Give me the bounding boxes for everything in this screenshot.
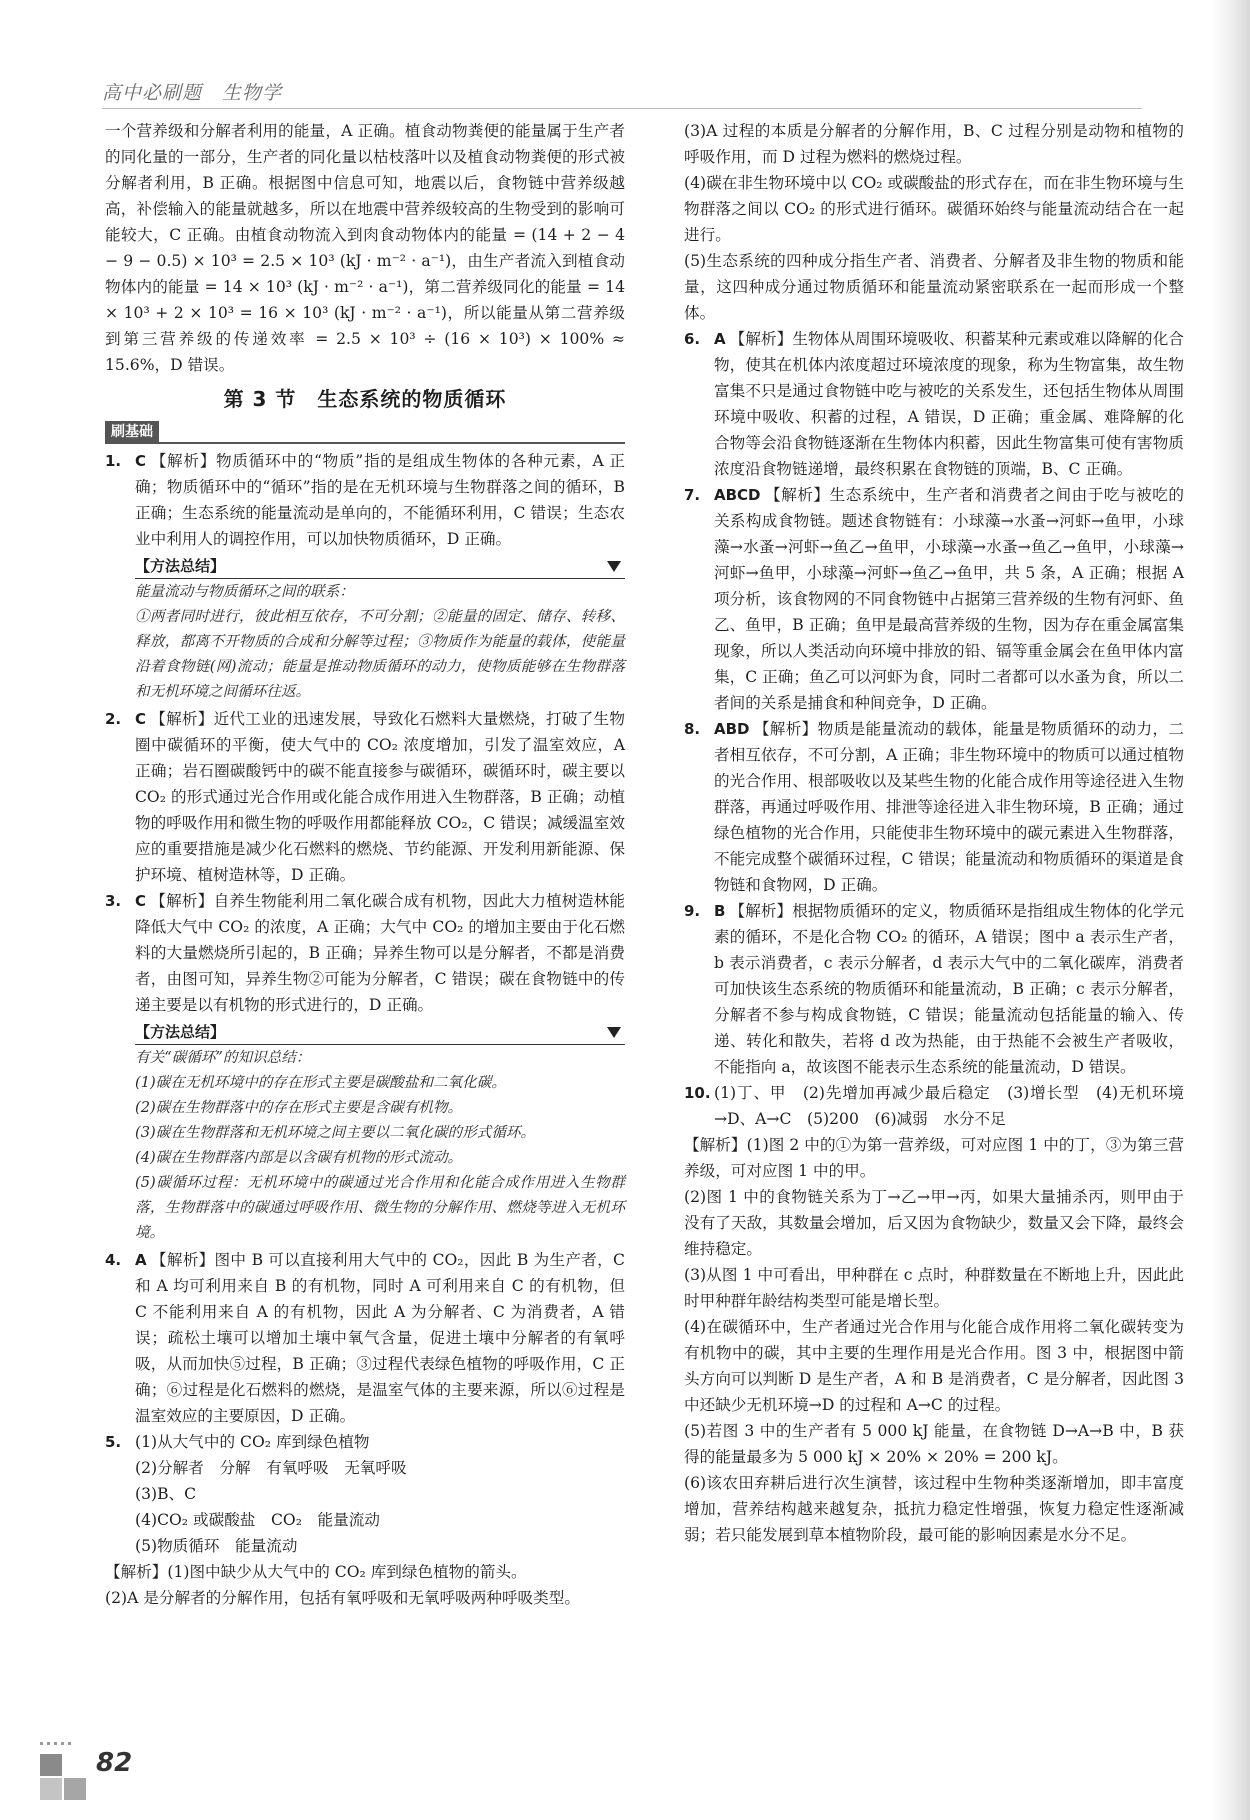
question-10-analysis: 【解析】(1)图 2 中的①为第一营养级，可对应图 1 中的丁，③为第三营养级，可对应图 1 中的甲。 [684,1136,1184,1180]
triangle-marker-icon [607,1027,621,1038]
question-analysis: 【解析】图中 B 可以直接利用大气中的 CO₂，因此 B 为生产者，C 和 A 均可利用来自 B 的有机物，同时 A 可利用来自 C 的有机物，但 C 不能利用来自 A 的有机物，因此 A 为分解者、C 为消费者，A 错误；疏松土壤可以增加土壤中氧气含量，促进土壤中分解者的有氧呼吸，从而加快⑤过程，B 正确；③过程代表绿色植物的呼吸作用，C 正确；⑥过程是化石燃料的燃烧，是温室气体的主要来源，所以⑥过程是温室效应的主要原因，D 正确。 [135,1251,625,1425]
answer-line: (4)CO₂ 或碳酸盐 CO₂ 能量流动 [135,1511,380,1529]
method-summary-title: 【方法总结】 [135,1023,226,1041]
question-9 [684,898,1184,1080]
tag-rule [105,442,625,444]
section-title: 第 3 节 生态系统的物质循环 [223,387,507,411]
question-4 [105,1247,625,1429]
question-6 [684,326,1184,482]
running-header: 高中必刷题 生物学 [102,82,283,104]
answer-key: B [714,902,726,920]
answer-key: C [135,710,147,728]
question-number: 4. [105,1251,122,1269]
q5-continued: (5)生态系统的四种成分指生产者、消费者、分解者及非生物的物质和能量，这四种成分通过物质循环和能量流动紧密联系在一起而形成一个整体。 [684,252,1184,322]
answer-key: ABD [714,720,750,738]
question-10-analysis: (6)该农田弃耕后进行次生演替，该过程中生物种类逐渐增加，即丰富度增加，营养结构越来越复杂，抵抗力稳定性增强，恢复力稳定性逐渐减弱；若只能发展到草本植物阶段，最可能的影响因素是水分不足。 [684,1474,1184,1544]
question-10-analysis: (3)从图 1 中可看出，甲种群在 c 点时，种群数量在不断地上升，因此此时甲种群年龄结构类型可能是增长型。 [684,1266,1184,1310]
method-summary-header [135,1020,625,1045]
answer-key: C [135,892,147,910]
left-column [105,118,625,1611]
answer-key: C [135,452,147,470]
question-5-analysis: (2)A 是分解者的分解作用，包括有氧呼吸和无氧呼吸两种呼吸类型。 [105,1589,580,1607]
q5-continued: (4)碳在非生物环境中以 CO₂ 或碳酸盐的形式存在，而在非生物环境与生物群落之间以 CO₂ 的形式进行循环。碳循环始终与能量流动结合在一起进行。 [684,174,1184,244]
question-number: 6. [684,330,701,348]
intro-paragraph: 一个营养级和分解者利用的能量，A 正确。植食动物粪便的能量属于生产者的同化量的一部分，生产者的同化量以枯枝落叶以及植食动物粪便的形式被分解者利用，B 正确。根据图中信息可知，地震以后，食物链中营养级越高，补偿输入的能量就越多，所以在地震中营养级较高的生物受到的影响可能较大，C 正确。由植食动物流入到肉食动物体内的能量 = (14 + 2 − 4 − 9 − 0.5) × 10³ = 2.5 × 10³ (kJ · m⁻² · a⁻¹)，由生产者流入到植食动物体内的能量 = 14 × 10³ (kJ · m⁻² · a⁻¹)，第二营养级同化的能量 = 14 × 10³ + 2 × 10³ = 16 × 10³ (kJ · m⁻² · a⁻¹)，所以能量从第二营养级到第三营养级的传递效率 = 2.5 × 10³ ÷ (16 × 10³) × 100% ≈ 15.6%，D 错误。 [105,122,625,374]
page-number: 82 [96,1748,133,1778]
question-10-analysis: (4)在碳循环中，生产者通过光合作用与化能合成作用将二氧化碳转变为有机物中的碳，其中主要的生理作用是光合作用。图 3 中，根据图中箭头方向可以判断 D 是生产者，A 和 B 是消费者，C 是分解者，因此图 3 中还缺少无机环境→D 的过程和 A→C 的过程。 [684,1318,1184,1414]
header-rule [102,108,1142,109]
question-number: 1. [105,452,122,470]
answer-line: (5)物质循环 能量流动 [135,1537,298,1555]
section-tag: 刷基础 [105,421,159,443]
triangle-marker-icon [607,561,621,572]
question-number: 2. [105,710,122,728]
method-summary-2 [135,1020,625,1245]
question-number: 3. [105,892,122,910]
question-7 [684,482,1184,716]
question-number: 5. [105,1433,122,1451]
question-analysis: 【解析】物质是能量流动的载体，能量是物质循环的动力，二者相互依存，不可分割，A 正确；非生物环境中的物质可以通过植物的光合作用、根部吸收以及某些生物的化能合成作用等途径进入生物群落，再通过呼吸作用、排泄等途径进入非生物环境，B 正确；通过绿色植物的光合作用，只能使非生物环境中的碳元素进入生物群落，不能完成整个碳循环过程，C 错误；能量流动和物质循环的渠道是食物链和食物网，D 正确。 [714,720,1184,894]
answer-key: A [714,330,726,348]
question-analysis: 【解析】生物体从周围环境吸收、积蓄某种元素或难以降解的化合物，使其在机体内浓度超过环境浓度的现象，称为生物富集，故生物富集不只是通过食物链中吃与被吃的关系发生，还包括生物体从周围环境中吸收、积蓄的过程，A 错误，D 正确；重金属、难降解的化合物等会沿食物链逐渐在生物体内积蓄，因此生物富集可使有害物质浓度沿食物链递增，最终积累在食物链的顶端，B、C 正确。 [714,330,1184,478]
question-number: 7. [684,486,701,504]
question-analysis: 【解析】物质循环中的“物质”指的是组成生物体的各种元素，A 正确；物质循环中的“循环”指的是在无机环境与生物群落之间的循环，B 正确；生态系统的能量流动是单向的，不能循环利用，C 错误；生态农业中利用人的调控作用，可以加快物质循环，D 正确。 [135,452,625,548]
method-summary-header [135,554,625,579]
method-summary-body: 有关“碳循环”的知识总结： (1)碳在无机环境中的存在形式主要是碳酸盐和二氧化碳。 (2)碳在生物群落中的存在形式主要是含碳有机物。 (3)碳在生物群落和无机环境之间主要以二氧化碳的形式循环。 (4)碳在生物群落内部是以含碳有机物的形式流动。 (5)碳循环过程：无机环境中的碳通过光合作用和化能合成作用进入生物群落，生物群落中的碳通过呼吸作用、微生物的分解作用、燃烧等进入无机环境。 [135,1049,625,1241]
page-corner-decoration [40,1742,96,1804]
answer-line: (1)从大气中的 CO₂ 库到绿色植物 [135,1433,370,1451]
question-number: 10. [684,1084,711,1102]
question-analysis: 【解析】近代工业的迅速发展，导致化石燃料大量燃烧，打破了生物圈中碳循环的平衡，使大气中的 CO₂ 浓度增加，引发了温室效应，A 正确；岩石圈碳酸钙中的碳不能直接参与碳循环，碳循环时，碳主要以 CO₂ 的形式通过光合作用或化能合成作用进入生物群落，B 正确；动植物的呼吸作用和微生物的呼吸作用都能释放 CO₂，C 错误；减缓温室效应的重要措施是减少化石燃料的燃烧、节约能源、开发利用新能源、保护环境、植树造林等，D 正确。 [135,710,625,884]
question-8 [684,716,1184,898]
question-5-analysis: 【解析】(1)图中缺少从大气中的 CO₂ 库到绿色植物的箭头。 [105,1563,527,1581]
method-summary-1 [135,554,625,704]
question-5 [105,1429,625,1559]
q5-continued: (3)A 过程的本质是分解者的分解作用，B、C 过程分别是动物和植物的呼吸作用，而 D 过程为燃料的燃烧过程。 [684,122,1184,166]
question-1 [105,448,625,552]
question-10-analysis: (2)图 1 中的食物链关系为丁→乙→甲→丙，如果大量捕杀丙，则甲由于没有了天敌，其数量会增加，后又因为食物缺少，数量又会下降，最终会维持稳定。 [684,1188,1184,1258]
method-summary-title: 【方法总结】 [135,557,226,575]
answer-line: (3)B、C [135,1485,197,1503]
question-10 [684,1080,1184,1132]
answer-key: ABCD [714,486,761,504]
page-edge-shadow [1212,0,1250,1820]
question-number: 9. [684,902,701,920]
question-analysis: 【解析】根据物质循环的定义，物质循环是指组成生物体的化学元素的循环，不是化合物 CO₂ 的循环，A 错误；图中 a 表示生产者，b 表示消费者，c 表示分解者，d 表示大气中的二氧化碳库，消费者可加快该生态系统的物质循环和能量流动，B 正确；c 表示分解者，分解者不参与构成食物链，C 错误；能量流动包括能量的输入、传递、转化和散失，若将 d 改为热能，由于热能不会被生产者吸收，不能指向 a，故该图不能表示生态系统的能量流动，D 错误。 [714,902,1184,1076]
answer-line: (2)分解者 分解 有氧呼吸 无氧呼吸 [135,1459,407,1477]
question-2 [105,706,625,888]
answer-key: A [135,1251,147,1269]
answer-key: (1)丁、甲 (2)先增加再减少最后稳定 (3)增长型 (4)无机环境→D、A→C (5)200 (6)减弱 水分不足 [714,1084,1184,1128]
right-column [684,118,1184,1548]
method-summary-body: 能量流动与物质循环之间的联系： ①两者同时进行，彼此相互依存，不可分割；②能量的固定、储存、转移、释放，都离不开物质的合成和分解等过程；③物质作为能量的载体，使能量沿着食物链(网)流动；能量是推动物质循环的动力，使物质能够在生物群落和无机环境之间循环往返。 [135,583,625,700]
question-number: 8. [684,720,701,738]
question-10-analysis: (5)若图 3 中的生产者有 5 000 kJ 能量，在食物链 D→A→B 中，B 获得的能量最多为 5 000 kJ × 20% × 20% = 200 kJ。 [684,1422,1184,1466]
question-analysis: 【解析】自养生物能利用二氧化碳合成有机物，因此大力植树造林能降低大气中 CO₂ 的浓度，A 正确；大气中 CO₂ 的增加主要由于化石燃料的大量燃烧所引起的，B 正确；异养生物可以是分解者，不都是消费者，由图可知，异养生物②可能为分解者，C 错误；碳在食物链中的传递主要是以有机物的形式进行的，D 正确。 [135,892,625,1014]
question-3 [105,888,625,1018]
question-analysis: 【解析】生态系统中，生产者和消费者之间由于吃与被吃的关系构成食物链。题述食物链有：小球藻→水蚤→河虾→鱼甲，小球藻→水蚤→河虾→鱼乙→鱼甲，小球藻→水蚤→鱼乙→鱼甲，小球藻→河虾→鱼甲，小球藻→河虾→鱼乙→鱼甲，共 5 条，A 正确；根据 A 项分析，该食物网的不同食物链中占据第三营养级的生物有河虾、鱼乙、鱼甲，B 正确；鱼甲是最高营养级的生物，因为存在重金属富集现象，所以人类活动向环境中排放的铅、镉等重金属会在鱼甲体内富集，C 正确；鱼乙可以河虾为食，同时二者都可以水蚤为食，所以二者间的关系是捕食和种间竞争，D 正确。 [714,486,1184,712]
